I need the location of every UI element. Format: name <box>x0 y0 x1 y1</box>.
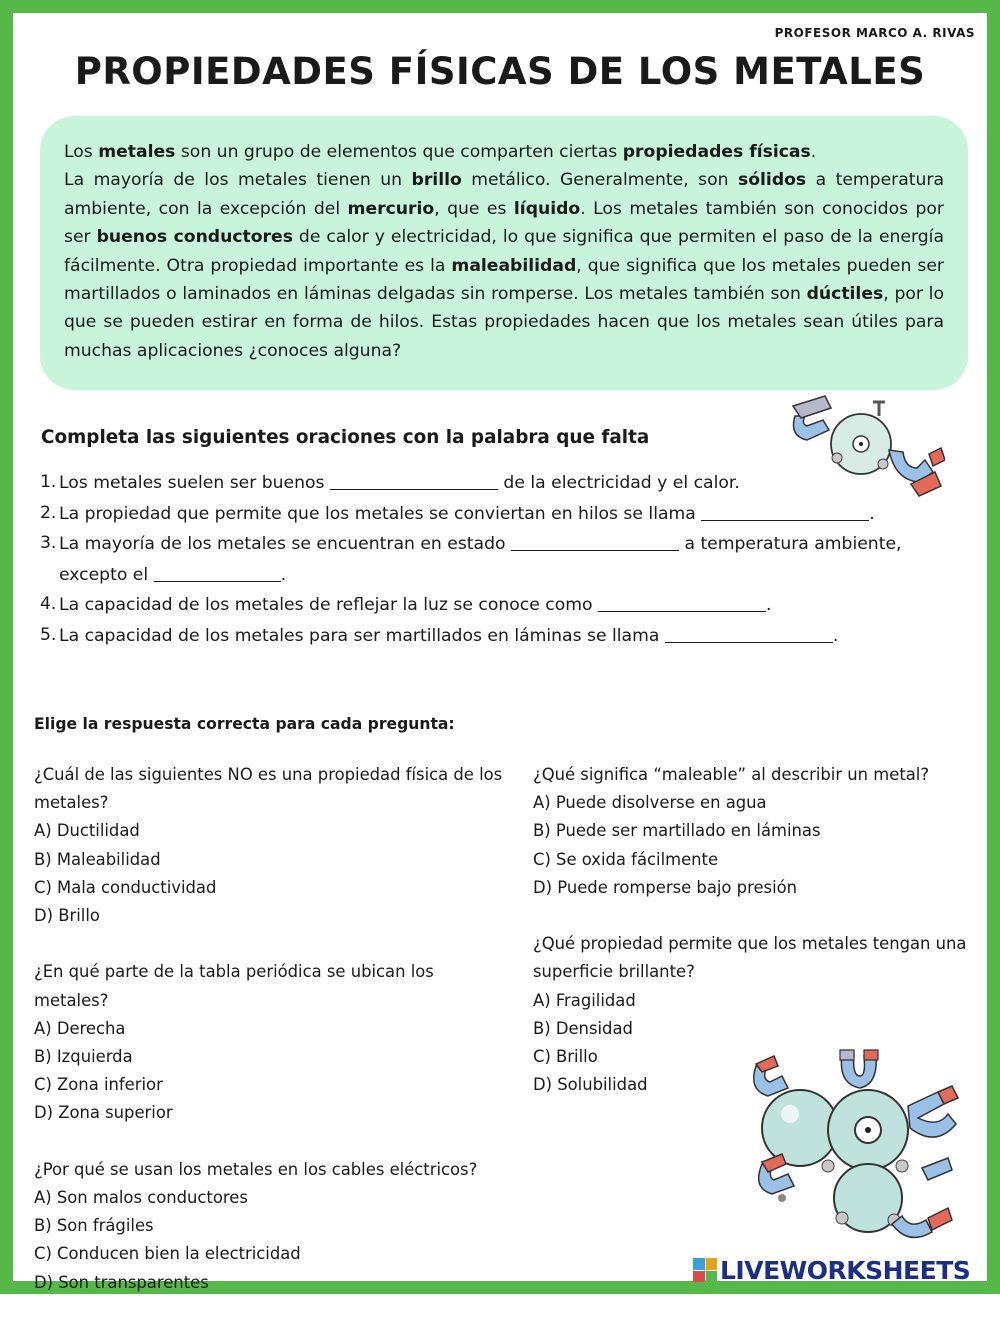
item-text <box>59 499 965 530</box>
question-2 <box>34 958 510 1127</box>
answer-option[interactable]: B) Densidad <box>533 1018 633 1038</box>
fill-item-2 <box>40 499 965 530</box>
magnet-top-middle <box>840 1050 878 1088</box>
answer-blank-3[interactable] <box>511 531 679 551</box>
question-text: ¿En qué parte de la tabla periódica se ubican los metales? <box>34 962 434 1010</box>
intro-bold: maleabilidad <box>451 255 577 276</box>
item-number: 1. <box>40 472 57 492</box>
intro-text: , que es <box>434 198 514 219</box>
intro-bold: propiedades físicas <box>622 142 811 162</box>
question-4 <box>533 761 973 902</box>
answer-option[interactable]: C) Brillo <box>533 1047 598 1067</box>
item-text-after: . <box>765 595 772 615</box>
screw <box>836 1212 848 1224</box>
intro-text: . Los metales también son conocidos por ser <box>64 198 944 248</box>
answer-option[interactable]: C) Conducen bien la electricidad <box>34 1244 301 1264</box>
magnemite-pupil-center <box>865 1127 871 1133</box>
answer-option[interactable]: C) Se oxida fácilmente <box>533 849 719 869</box>
question-1 <box>34 761 510 930</box>
item-text <box>59 590 965 621</box>
answer-blank-2[interactable] <box>701 501 869 521</box>
fill-list <box>40 468 965 651</box>
intro-paragraph <box>64 166 944 365</box>
intro-text: a temperatura ambiente, con la excepción del <box>64 170 944 219</box>
answer-blank-1[interactable] <box>330 470 498 490</box>
answer-option[interactable]: D) Brillo <box>34 906 100 926</box>
item-text-middle: a temperatura ambiente, excepto el <box>59 534 902 585</box>
magnet-left <box>793 396 831 440</box>
question-text: ¿Qué significa “maleable” al describir un metal? <box>533 765 930 784</box>
item-text-before: La mayoría de los metales se encuentran en estado <box>59 534 511 554</box>
intro-text: , por lo que se pueden estirar en forma de hilos. Estas propiedades hacen que los metales sean útiles para muchas aplicaciones ¿conoces alguna? <box>64 284 944 361</box>
answer-option[interactable]: A) Derecha <box>34 1018 126 1038</box>
answer-option[interactable]: A) Fragilidad <box>533 990 636 1010</box>
item-number: 2. <box>40 502 57 523</box>
screw <box>896 1160 908 1172</box>
answer-blank-5[interactable] <box>598 592 766 612</box>
answer-option[interactable]: D) Solubilidad <box>533 1075 648 1095</box>
highlight <box>781 1105 799 1123</box>
item-text-after: . <box>280 564 287 585</box>
answer-option[interactable]: D) Son transparentes <box>34 1272 209 1292</box>
answer-option[interactable]: A) Son malos conductores <box>34 1188 248 1208</box>
intro-bold: metales <box>98 142 176 162</box>
item-text-before: La capacidad de los metales para ser martillados en láminas se llama <box>59 625 665 646</box>
magneton-illustration <box>742 1048 978 1248</box>
item-text-after: de la electricidad y el calor. <box>497 473 740 493</box>
item-text <box>59 529 965 590</box>
author-label: PROFESOR MARCO A. RIVAS <box>774 26 975 40</box>
item-text-after: . <box>869 503 875 524</box>
intro-text: Los <box>64 142 99 162</box>
item-number: 4. <box>40 594 57 614</box>
intro-bold: dúctiles <box>806 284 884 305</box>
item-text <box>59 468 965 499</box>
intro-text: La mayoría de los metales tienen un <box>64 170 412 191</box>
magnemite-body-left <box>762 1090 838 1166</box>
intro-text: , que significa que los metales pueden ser martillados o laminados en láminas delgadas sin romperse. Los metales también son <box>64 255 944 305</box>
fill-item-1 <box>40 468 965 499</box>
screw-left <box>832 453 842 463</box>
intro-line-1 <box>64 138 944 166</box>
item-text-before: Los metales suelen ser buenos <box>59 473 330 493</box>
fill-item-4 <box>40 590 965 621</box>
logo-badge-icon <box>693 1258 717 1282</box>
liveworksheets-logo <box>693 1256 970 1284</box>
screw <box>778 1194 786 1202</box>
intro-bold: mercurio <box>347 198 435 219</box>
intro-text: son un grupo de elementos que comparten ciertas <box>175 142 623 162</box>
magnet-top-left <box>754 1056 788 1096</box>
intro-bold: sólidos <box>738 170 807 191</box>
answer-option[interactable]: C) Mala conductividad <box>34 877 217 897</box>
answer-blank-4[interactable] <box>154 562 281 582</box>
answer-blank-6[interactable] <box>665 623 833 643</box>
answer-option[interactable]: D) Puede romperse bajo presión <box>533 877 798 897</box>
magnemite-pupil <box>859 442 863 446</box>
answer-option[interactable]: C) Zona inferior <box>34 1075 163 1095</box>
logo-text: LIVEWORKSHEETS <box>720 1255 971 1285</box>
answer-option[interactable]: D) Zona superior <box>34 1103 173 1123</box>
item-number: 5. <box>40 624 57 645</box>
fill-item-3 <box>40 529 965 590</box>
intro-text: . <box>810 142 817 162</box>
question-text: ¿Por qué se usan los metales en los cables eléctricos? <box>34 1159 478 1179</box>
item-text <box>59 621 965 652</box>
intro-text: metálico. Generalmente, son <box>461 170 738 191</box>
intro-box <box>40 116 968 390</box>
answer-option[interactable]: A) Ductilidad <box>34 821 140 841</box>
item-text-before: La capacidad de los metales de reflejar la luz se conoce como <box>59 595 598 615</box>
question-text: ¿Cuál de las siguientes NO es una propiedad física de los metales? <box>34 765 503 813</box>
questions-left-column <box>34 761 510 1325</box>
fill-section-title: Completa las siguientes oraciones con la palabra que falta <box>41 427 650 448</box>
fill-item-5 <box>40 621 965 652</box>
answer-option[interactable]: B) Son frágiles <box>34 1216 154 1236</box>
page-title: PROPIEDADES FÍSICAS DE LOS METALES <box>74 50 926 93</box>
answer-option[interactable]: B) Maleabilidad <box>34 849 161 869</box>
intro-text: de calor y electricidad, lo que significa que permiten el paso de la energía fácilmente. Otra propiedad importante es la <box>64 227 944 276</box>
item-text-before: La propiedad que permite que los metales se conviertan en hilos se llama <box>59 503 702 524</box>
intro-bold: líquido <box>513 198 581 219</box>
answer-option[interactable]: B) Puede ser martillado en láminas <box>533 821 821 841</box>
answer-option[interactable]: A) Puede disolverse en agua <box>533 793 767 813</box>
screw-top <box>873 402 885 416</box>
choice-section-title: Elige la respuesta correcta para cada pregunta: <box>34 715 455 733</box>
item-text-after: . <box>832 625 839 646</box>
item-number: 3. <box>40 533 57 553</box>
screw <box>822 1160 834 1172</box>
answer-option[interactable]: B) Izquierda <box>34 1047 133 1067</box>
question-3 <box>34 1156 510 1297</box>
question-text: ¿Qué propiedad permite que los metales tengan una superficie brillante? <box>533 934 967 982</box>
intro-bold: buenos conductores <box>96 227 293 248</box>
intro-bold: brillo <box>411 170 462 191</box>
magnet-right <box>908 1086 958 1137</box>
